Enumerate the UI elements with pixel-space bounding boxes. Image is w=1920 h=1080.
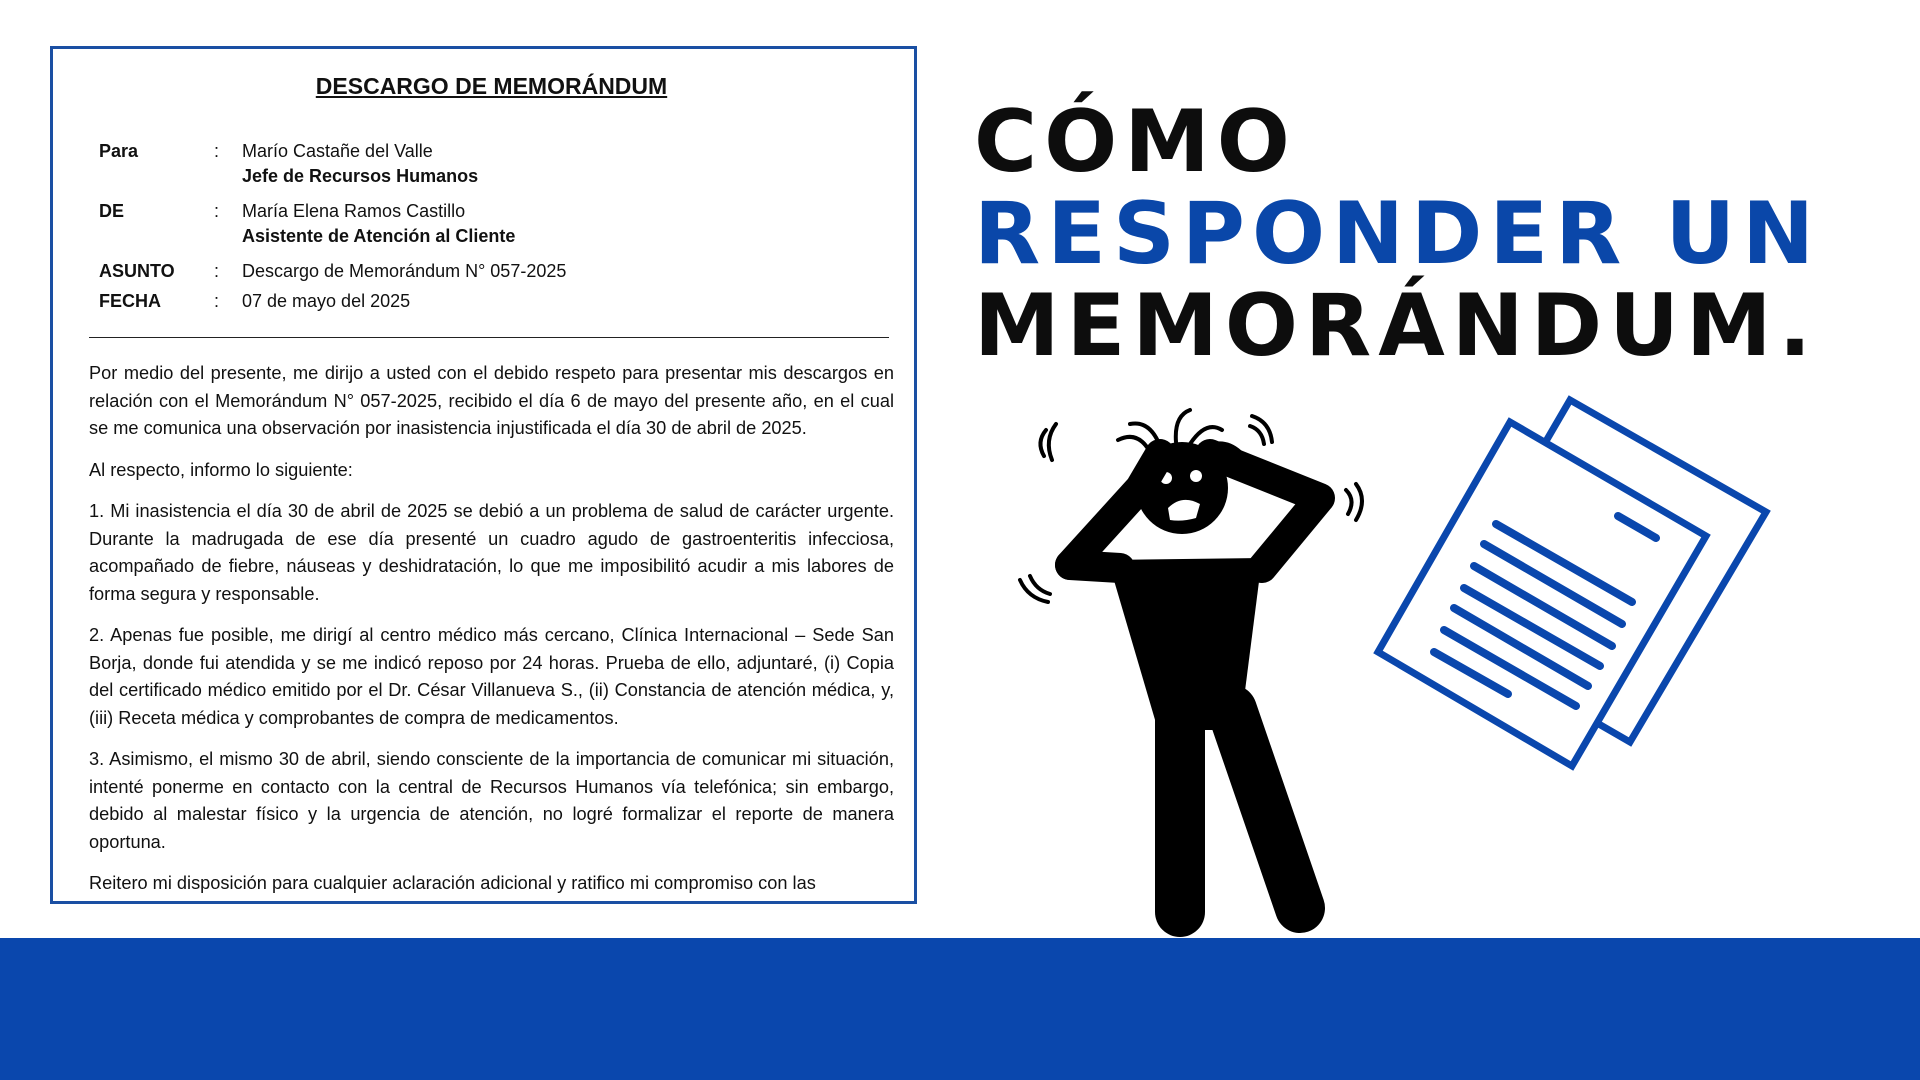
asunto-value: Descargo de Memorándum N° 057-2025 [242, 261, 567, 281]
memo-paragraph: 3. Asimismo, el mismo 30 de abril, siendo consciente de la importancia de comunicar mi situación, intenté ponerme en contacto con la central de Recursos Humanos vía telefónica; sin embargo, debido al malestar físico y la urgencia de atención, no logré formalizar el reporte de manera oportuna. [89, 749, 894, 852]
de-role: Asistente de Atención al Cliente [242, 226, 516, 246]
memo-paragraph: 2. Apenas fue posible, me dirigí al centro médico más cercano, Clínica Internacional – Sede San Borja, donde fui atendida y se me indicó reposo por 24 horas. Prueba de ello, adjuntaré, (i) Copia del certificado médico emitido por el Dr. César Villanueva S., (ii) Constancia de atención médica, y, (iii) Receta médica y comprobantes de compra de medicamentos. [89, 625, 894, 728]
memo-paragraph: Al respecto, informo lo siguiente: [89, 459, 353, 480]
stressed-person-icon [1000, 390, 1420, 940]
de-name: María Elena Ramos Castillo [242, 201, 466, 221]
memo-paragraph: Reitero mi disposición para cualquier aclaración adicional y ratifico mi compromiso con las [89, 873, 816, 893]
memo-header [89, 141, 894, 327]
asunto-label: ASUNTO [99, 261, 175, 281]
para-name: Marío Castañe del Valle [242, 141, 433, 161]
asunto-colon: : [214, 261, 220, 281]
memo-title: DESCARGO DE MEMORÁNDUM [315, 73, 668, 99]
headline-line-1: CÓMO [974, 92, 1297, 192]
headline-line-2: RESPONDER UN [974, 184, 1822, 284]
fecha-colon: : [214, 291, 220, 311]
memo-body [89, 360, 894, 898]
headline [974, 92, 1822, 376]
para-role: Jefe de Recursos Humanos [242, 166, 479, 186]
headline-line-3: MEMORÁNDUM. [974, 276, 1819, 376]
fecha-label: FECHA [99, 291, 161, 311]
de-label: DE [99, 201, 125, 221]
footer-band [0, 938, 1920, 1080]
documents-icon [1360, 390, 1800, 780]
para-label: Para [99, 141, 139, 161]
para-colon: : [214, 141, 220, 161]
fecha-value: 07 de mayo del 2025 [242, 291, 411, 311]
memo-paragraph: 1. Mi inasistencia el día 30 de abril de 2025 se debió a un problema de salud de carácter urgente. Durante la madrugada de ese día presenté un cuadro agudo de gastroenteritis infecciosa, acompañado de fiebre, náuseas y deshidratación, lo que me imposibilitó acudir a mis labores de forma segura y responsable. [89, 501, 894, 604]
memo-paragraph: Por medio del presente, me dirijo a usted con el debido respeto para presentar mis descargos en relación con el Memorándum N° 057-2025, recibido el día 6 de mayo del presente año, en el cual se me comunica una observación por inasistencia injustificada el día 30 de abril de 2025. [89, 363, 894, 438]
memo-divider [89, 337, 889, 338]
memo-document [50, 46, 917, 904]
de-colon: : [214, 201, 220, 221]
